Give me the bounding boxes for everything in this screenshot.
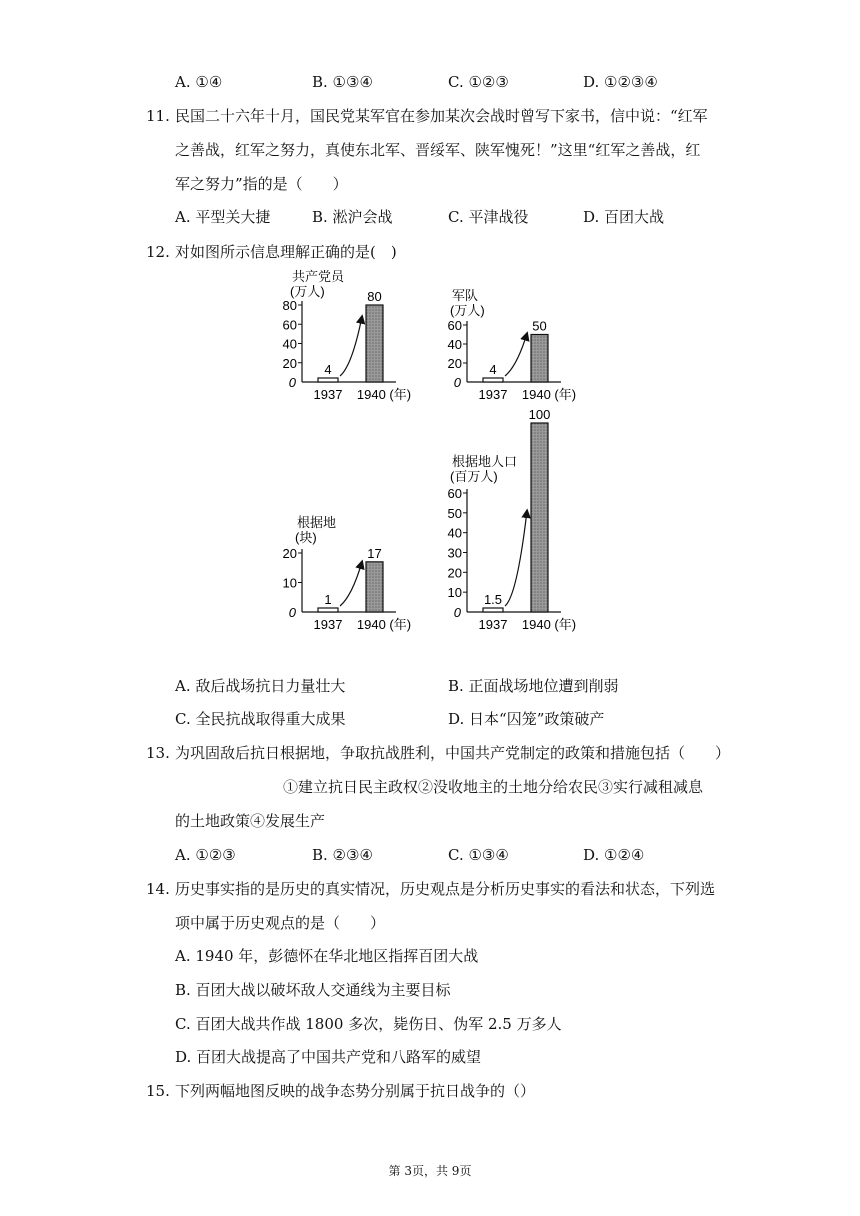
chart3-tick-label-origin: 0 bbox=[288, 605, 296, 620]
chart1-growth-arrow bbox=[340, 317, 362, 376]
chart1-category-2: 1940 (年) bbox=[356, 387, 412, 402]
chart4-growth-arrow bbox=[505, 511, 527, 606]
q14-number: 14. bbox=[146, 880, 170, 898]
chart4-bar-1 bbox=[483, 608, 503, 612]
chart3-title: 根据地 bbox=[297, 515, 337, 530]
q15-number: 15. bbox=[146, 1082, 170, 1100]
chart1-tick-label-origin: 0 bbox=[288, 375, 296, 390]
q15-stem: 下列两幅地图反映的战争态势分别属于抗日战争的（） bbox=[175, 1082, 536, 1100]
chart1-tick-label: 20 bbox=[282, 355, 297, 371]
q12-stem: 对如图所示信息理解正确的是( ) bbox=[175, 243, 397, 261]
q13-option-d[interactable]: D. ①②④ bbox=[583, 846, 645, 864]
q11-option-b[interactable]: B. 淞沪会战 bbox=[312, 208, 393, 226]
chart1-tick-label: 40 bbox=[282, 336, 297, 352]
chart2-data-label-2: 50 bbox=[532, 318, 547, 334]
q12-number: 12. bbox=[146, 243, 170, 261]
chart1-tick-label: 60 bbox=[282, 317, 297, 333]
q14-stem-line1: 历史事实指的是历史的真实情况，历史观点是分析历史事实的看法和状态，下列选 bbox=[175, 880, 716, 898]
chart2-category-1: 1937 bbox=[478, 387, 508, 402]
chart3-bar-1 bbox=[318, 608, 338, 612]
chart1-bar-2 bbox=[366, 305, 383, 382]
q14-option-a[interactable]: A. 1940 年，彭德怀在华北地区指挥百团大战 bbox=[175, 947, 479, 965]
q11-option-d[interactable]: D. 百团大战 bbox=[583, 208, 665, 226]
chart1-data-label-1: 4 bbox=[324, 362, 332, 377]
q10-option-c[interactable]: C. ①②③ bbox=[448, 73, 509, 91]
q12-figure bbox=[0, 260, 860, 660]
chart1-bar-1 bbox=[318, 378, 338, 382]
chart4-title: 根据地人口 bbox=[452, 454, 518, 469]
q14-stem-line2: 项中属于历史观点的是（ ） bbox=[175, 914, 386, 932]
q13-stem: 为巩固敌后抗日根据地，争取抗战胜利，中国共产党制定的政策和措施包括（ ） bbox=[175, 744, 731, 762]
chart4-ylabel: (百万人) bbox=[450, 469, 498, 484]
chart4-tick-label: 20 bbox=[447, 565, 462, 581]
chart3-growth-arrow bbox=[340, 562, 362, 606]
q11-number: 11. bbox=[146, 107, 170, 125]
q14-option-d[interactable]: D. 百团大战提高了中国共产党和八路军的威望 bbox=[175, 1048, 482, 1066]
q11-option-a[interactable]: A. 平型关大捷 bbox=[175, 208, 271, 226]
chart4-category-1: 1937 bbox=[478, 617, 508, 632]
chart4-tick-label: 40 bbox=[447, 525, 462, 541]
chart4-tick-label: 50 bbox=[447, 505, 462, 521]
page-footer: 第 3页，共 9页 bbox=[388, 1164, 472, 1178]
chart4-tick-label: 10 bbox=[447, 585, 462, 601]
chart3-bar-2 bbox=[366, 562, 383, 612]
chart4-tick-label: 60 bbox=[447, 486, 462, 501]
q11-stem-line3: 军之努力”指的是（ ） bbox=[175, 175, 348, 193]
chart4-bar-2 bbox=[531, 423, 548, 612]
chart1-tick-label: 80 bbox=[282, 298, 297, 313]
chart4-category-2: 1940 (年) bbox=[521, 617, 577, 632]
chart1-title: 共产党员 bbox=[292, 269, 345, 284]
chart3-tick-label: 20 bbox=[282, 546, 297, 561]
chart2-growth-arrow bbox=[505, 334, 527, 376]
chart1-category-1: 1937 bbox=[313, 387, 343, 402]
q10-option-a[interactable]: A. ①④ bbox=[175, 73, 223, 91]
chart4-data-label-2: 100 bbox=[528, 407, 551, 422]
q12-option-b[interactable]: B. 正面战场地位遭到削弱 bbox=[448, 677, 619, 695]
chart2-ylabel: (万人) bbox=[450, 303, 485, 318]
chart3-category-1: 1937 bbox=[313, 617, 343, 632]
chart3-ylabel: (块) bbox=[295, 530, 317, 545]
q14-option-c[interactable]: C. 百团大战共作战 1800 多次，毙伤日、伪军 2.5 万多人 bbox=[175, 1015, 562, 1033]
chart3-tick-label: 10 bbox=[282, 575, 297, 591]
chart3-data-label-2: 17 bbox=[367, 545, 382, 561]
q10-option-d[interactable]: D. ①②③④ bbox=[583, 73, 658, 91]
chart3-category-2: 1940 (年) bbox=[356, 617, 412, 632]
q10-option-b[interactable]: B. ①③④ bbox=[312, 73, 373, 91]
chart1-ylabel: (万人) bbox=[290, 284, 325, 299]
q11-stem-line2: 之善战，红军之努力，真使东北军、晋绥军、陕军愧死！”这里“红军之善战，红 bbox=[175, 141, 701, 159]
q11-option-c[interactable]: C. 平津战役 bbox=[448, 208, 529, 226]
chart2-data-label-1: 4 bbox=[489, 362, 497, 377]
chart2-tick-label: 20 bbox=[447, 356, 462, 371]
chart2-title: 军队 bbox=[452, 288, 479, 303]
q13-stem-line3: 的土地政策④发展生产 bbox=[175, 812, 326, 830]
chart2-bar-2 bbox=[531, 335, 548, 383]
chart2-tick-label-origin: 0 bbox=[453, 375, 461, 390]
chart2-bar-1 bbox=[483, 378, 503, 382]
chart4-tick-label-origin: 0 bbox=[453, 605, 461, 620]
q13-number: 13. bbox=[146, 744, 170, 762]
q14-option-b[interactable]: B. 百团大战以破坏敌人交通线为主要目标 bbox=[175, 981, 451, 999]
q13-option-c[interactable]: C. ①③④ bbox=[448, 846, 509, 864]
q12-option-d[interactable]: D. 日本“囚笼”政策破产 bbox=[448, 710, 605, 728]
q12-option-a[interactable]: A. 敌后战场抗日力量壮大 bbox=[175, 677, 346, 695]
chart2-tick-label: 60 bbox=[447, 318, 462, 333]
chart2-tick-label: 40 bbox=[447, 337, 462, 352]
chart4-tick-label: 30 bbox=[447, 545, 462, 561]
q12-option-c[interactable]: C. 全民抗战取得重大成果 bbox=[175, 710, 346, 728]
chart2-category-2: 1940 (年) bbox=[521, 387, 577, 402]
chart4-data-label-1: 1.5 bbox=[483, 592, 503, 607]
q13-stem-line2: ①建立抗日民主政权②没收地主的土地分给农民③实行减租减息 bbox=[283, 778, 704, 796]
q13-option-a[interactable]: A. ①②③ bbox=[175, 846, 236, 864]
chart3-data-label-1: 1 bbox=[324, 592, 332, 607]
chart1-data-label-2: 80 bbox=[367, 289, 382, 304]
q11-stem-line1: 民国二十六年十月，国民党某军官在参加某次会战时曾写下家书，信中说：“红军 bbox=[175, 107, 708, 125]
q13-option-b[interactable]: B. ②③④ bbox=[312, 846, 373, 864]
